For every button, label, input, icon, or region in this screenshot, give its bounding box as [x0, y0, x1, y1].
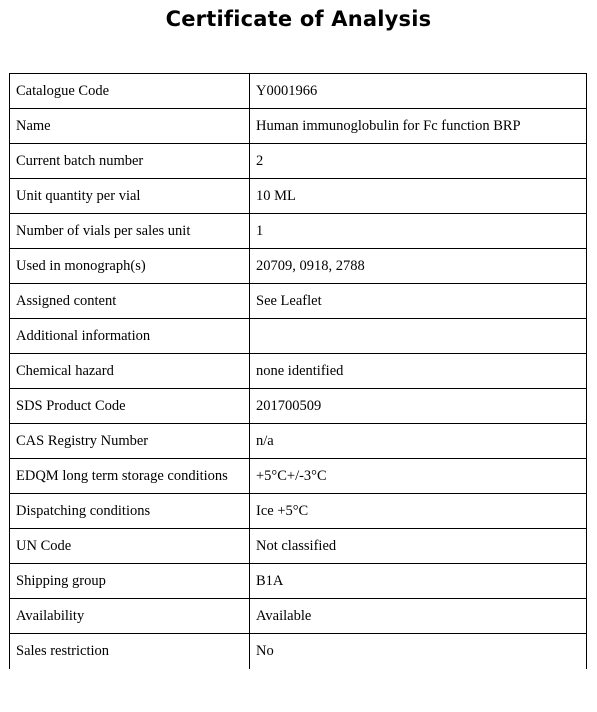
table-row [10, 249, 587, 284]
document-title: Certificate of Analysis [165, 7, 432, 31]
table-row [10, 494, 587, 529]
row-label: Shipping group [10, 564, 250, 599]
row-value: 2 [250, 144, 587, 179]
row-label: Sales restriction [10, 634, 250, 669]
row-label: SDS Product Code [10, 389, 250, 424]
table-row [10, 74, 587, 109]
row-label: CAS Registry Number [10, 424, 250, 459]
row-label: Current batch number [10, 144, 250, 179]
row-label: Chemical hazard [10, 354, 250, 389]
row-value: n/a [250, 424, 587, 459]
table-row [10, 389, 587, 424]
row-label: Availability [10, 599, 250, 634]
row-value: +5°C+/-3°C [250, 459, 587, 494]
table-row [10, 529, 587, 564]
row-value: B1A [250, 564, 587, 599]
row-label: Catalogue Code [10, 74, 250, 109]
table-row [10, 599, 587, 634]
table-row [10, 179, 587, 214]
row-value: Y0001966 [250, 74, 587, 109]
row-value: 10 ML [250, 179, 587, 214]
row-label: Number of vials per sales unit [10, 214, 250, 249]
row-label: Used in monograph(s) [10, 249, 250, 284]
row-value: Ice +5°C [250, 494, 587, 529]
row-value: 201700509 [250, 389, 587, 424]
row-label: EDQM long term storage conditions [10, 459, 250, 494]
table-row [10, 424, 587, 459]
row-label: Unit quantity per vial [10, 179, 250, 214]
certificate-table [9, 73, 587, 669]
row-value: No [250, 634, 587, 669]
row-label: UN Code [10, 529, 250, 564]
row-value: See Leaflet [250, 284, 587, 319]
table-row [10, 109, 587, 144]
row-value: 1 [250, 214, 587, 249]
table-row [10, 144, 587, 179]
row-label: Dispatching conditions [10, 494, 250, 529]
row-value: Available [250, 599, 587, 634]
row-label: Assigned content [10, 284, 250, 319]
table-row [10, 564, 587, 599]
row-label: Additional information [10, 319, 250, 354]
row-value: Human immunoglobulin for Fc function BRP [250, 109, 587, 144]
table-row [10, 354, 587, 389]
row-value: none identified [250, 354, 587, 389]
table-row [10, 284, 587, 319]
table-row [10, 634, 587, 669]
table-row [10, 319, 587, 354]
row-value: 20709, 0918, 2788 [250, 249, 587, 284]
row-label: Name [10, 109, 250, 144]
table-row [10, 459, 587, 494]
row-value: Not classified [250, 529, 587, 564]
row-value [250, 319, 587, 354]
table-row [10, 214, 587, 249]
